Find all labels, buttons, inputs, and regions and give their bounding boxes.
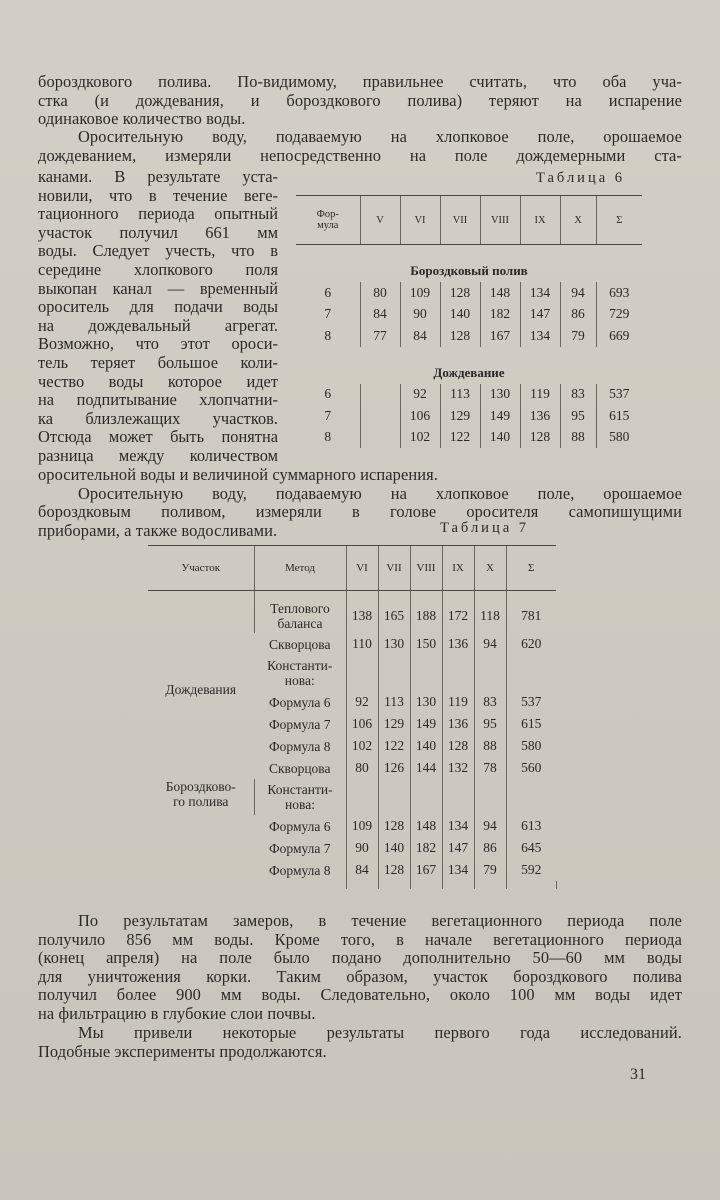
cell: 148 xyxy=(410,815,442,837)
text-line: тационного периода опытный xyxy=(38,204,278,224)
table-row xyxy=(296,325,642,347)
paragraph-5 xyxy=(38,1024,682,1061)
cell: 106 xyxy=(400,405,440,427)
cell: 132 xyxy=(442,757,474,779)
text-line: для уничтожения корки. Таким образом, участок бороздкового полива xyxy=(38,966,682,986)
text-line: оросительной воды и величиной суммарного испарения. xyxy=(38,465,438,484)
col-header: VI xyxy=(400,196,440,245)
cell: 620 xyxy=(506,633,556,655)
cell: 149 xyxy=(410,713,442,735)
text-line: новили, что в течение веге- xyxy=(38,185,278,205)
cell: 128 xyxy=(442,735,474,757)
cell: 130 xyxy=(480,384,520,406)
cell: 113 xyxy=(378,691,410,713)
method-label: Формула 8 xyxy=(268,738,331,754)
method-label: Скворцова xyxy=(268,760,331,776)
cell: 615 xyxy=(506,713,556,735)
cell: 122 xyxy=(378,735,410,757)
cell: 580 xyxy=(596,427,642,449)
paragraph-4 xyxy=(38,912,682,1024)
cell: 119 xyxy=(442,691,474,713)
text-line: приборами, а также водосливами. xyxy=(38,520,278,540)
col-header: Σ xyxy=(596,196,642,245)
cell: 94 xyxy=(474,815,506,837)
cell: 8 xyxy=(324,429,332,445)
cell: 138 xyxy=(346,599,378,633)
method-label: Константи- нова: xyxy=(254,779,346,815)
cell: 729 xyxy=(596,304,642,326)
text-line: на фильтрацию в глубокие слои почвы. xyxy=(38,1003,316,1023)
cell: 182 xyxy=(480,304,520,326)
col-header: VI xyxy=(346,546,378,591)
text-line: По результатам замеров, в течение вегетационного периода поле xyxy=(78,911,682,930)
text-line: бороздковым поливом, измеряли в голове оросителя самопишущими xyxy=(38,502,682,522)
text-line: дождеванием, измеряли непосредственно на поле дождемерными ста- xyxy=(38,145,682,165)
cell: 102 xyxy=(400,427,440,449)
cell: 94 xyxy=(560,282,596,304)
cell: 92 xyxy=(346,691,378,713)
cell: 140 xyxy=(480,427,520,449)
cell: 118 xyxy=(474,599,506,633)
cell: 128 xyxy=(440,325,480,347)
cell: 80 xyxy=(346,757,378,779)
group-label: Бороздково- го полива xyxy=(165,779,236,809)
cell: 102 xyxy=(346,735,378,757)
table-row xyxy=(296,282,642,304)
col-header: X xyxy=(560,196,596,245)
cell: 560 xyxy=(506,757,556,779)
text-line: на дождевальный агрегат. xyxy=(38,315,278,335)
method-label: Константи- нова: xyxy=(267,658,333,688)
section-label: Дождевание xyxy=(433,364,505,380)
method-label: Теплового баланса xyxy=(254,599,346,633)
text-line: ка близлежащих участков. xyxy=(38,408,278,428)
cell: 84 xyxy=(400,325,440,347)
col-header: IX xyxy=(442,546,474,591)
cell: 126 xyxy=(378,757,410,779)
col-header: VII xyxy=(378,546,410,591)
cell: 79 xyxy=(474,859,506,881)
cell: 134 xyxy=(442,815,474,837)
paragraph-2 xyxy=(38,128,682,165)
table-row xyxy=(296,405,642,427)
cell: 88 xyxy=(560,427,596,449)
cell: 592 xyxy=(506,859,556,881)
cell: 615 xyxy=(596,405,642,427)
method-label: Формула 6 xyxy=(268,818,331,834)
table-header-row xyxy=(296,196,642,245)
group-label: Дождевания xyxy=(165,681,237,697)
text-line: Возможно, что этот ороси- xyxy=(38,334,278,354)
cell: 134 xyxy=(520,282,560,304)
col-header: VIII xyxy=(410,546,442,591)
table-row xyxy=(148,779,576,815)
cell: 128 xyxy=(440,282,480,304)
text-line: Мы привели некоторые результаты первого года исследований. xyxy=(78,1023,682,1042)
cell: 144 xyxy=(410,757,442,779)
cell: 128 xyxy=(378,859,410,881)
cell: 147 xyxy=(442,837,474,859)
cell: 188 xyxy=(410,599,442,633)
cell: 130 xyxy=(410,691,442,713)
cell: 84 xyxy=(360,304,400,326)
cell: 95 xyxy=(474,713,506,735)
cell: 122 xyxy=(440,427,480,449)
text-line: (конец апреля) на поле было подано дополнительно 50—60 мм воды xyxy=(38,948,682,968)
cell: 86 xyxy=(474,837,506,859)
cell: 147 xyxy=(520,304,560,326)
cell: 6 xyxy=(324,284,332,300)
cell: 149 xyxy=(480,405,520,427)
text-line: Оросительную воду, подаваемую на хлопковое поле, орошаемое xyxy=(78,483,682,503)
cell: 167 xyxy=(410,859,442,881)
cell: 80 xyxy=(360,282,400,304)
cell: 136 xyxy=(442,633,474,655)
cell: 84 xyxy=(346,859,378,881)
table-6 xyxy=(296,195,642,448)
method-label: Формула 7 xyxy=(268,840,331,856)
cell: 88 xyxy=(474,735,506,757)
cell xyxy=(360,405,400,427)
col-header: VII xyxy=(440,196,480,245)
col-header: V xyxy=(360,196,400,245)
cell: 90 xyxy=(346,837,378,859)
cell: 128 xyxy=(378,815,410,837)
col-header: Σ xyxy=(506,546,556,591)
cell: 7 xyxy=(324,306,332,322)
cell: 90 xyxy=(400,304,440,326)
cell: 78 xyxy=(474,757,506,779)
cell: 106 xyxy=(346,713,378,735)
text-line: одинаковое количество воды. xyxy=(38,109,246,129)
cell: 140 xyxy=(378,837,410,859)
paragraph-1 xyxy=(38,73,682,129)
cell: 129 xyxy=(440,405,480,427)
paragraph-3 xyxy=(38,466,682,540)
cell: 92 xyxy=(400,384,440,406)
table-header-row xyxy=(148,546,576,591)
cell: 109 xyxy=(400,282,440,304)
cell: 148 xyxy=(480,282,520,304)
text-line: канами. В результате уста- xyxy=(38,167,278,186)
cell: 79 xyxy=(560,325,596,347)
text-line: разница между количеством xyxy=(38,445,278,465)
method-label: Скворцова xyxy=(268,636,331,652)
table-6-caption: Таблица 6 xyxy=(536,170,626,186)
cell: 134 xyxy=(520,325,560,347)
cell: 128 xyxy=(520,427,560,449)
cell: 77 xyxy=(360,325,400,347)
cell: 140 xyxy=(410,735,442,757)
cell: 172 xyxy=(442,599,474,633)
cell: 136 xyxy=(520,405,560,427)
text-line: выкопан канал — временный xyxy=(38,278,278,298)
col-header: Метод xyxy=(254,546,346,591)
col-header: IX xyxy=(520,196,560,245)
cell: 129 xyxy=(378,713,410,735)
text-line: бороздкового полива. По-видимому, правильнее считать, что оба уча- xyxy=(38,72,682,91)
cell: 94 xyxy=(474,633,506,655)
text-line: получил более 900 мм воды. Следовательно, около 100 мм воды идет xyxy=(38,985,682,1005)
col-header: Фор- мула xyxy=(296,196,360,245)
table-row xyxy=(296,384,642,406)
cell: 150 xyxy=(410,633,442,655)
cell: 130 xyxy=(378,633,410,655)
cell: 580 xyxy=(506,735,556,757)
cell: 7 xyxy=(324,407,332,423)
cell: 693 xyxy=(596,282,642,304)
text-line: участок получил 661 мм xyxy=(38,222,278,242)
text-line: получило 856 мм воды. Кроме того, в начале вегетационного периода xyxy=(38,929,682,949)
col-header: X xyxy=(474,546,506,591)
col-header: VIII xyxy=(480,196,520,245)
cell: 140 xyxy=(440,304,480,326)
cell: 165 xyxy=(378,599,410,633)
table-row xyxy=(148,599,576,633)
cell: 6 xyxy=(324,386,332,402)
text-line: на подпитывание хлопчатни- xyxy=(38,390,278,410)
method-label: Формула 7 xyxy=(268,716,331,732)
cell: 781 xyxy=(506,599,556,633)
method-label: Формула 8 xyxy=(268,862,331,878)
cell xyxy=(360,384,400,406)
cell: 669 xyxy=(596,325,642,347)
table-row xyxy=(296,304,642,326)
table-7-caption: Таблица 7 xyxy=(440,520,530,536)
text-line: середине хлопкового поля xyxy=(38,259,278,279)
cell: 167 xyxy=(480,325,520,347)
page-number: 31 xyxy=(630,1066,646,1083)
text-line: Отсюда может быть понятна xyxy=(38,427,278,447)
paragraph-2-wrapped-column xyxy=(38,168,278,466)
cell: 110 xyxy=(346,633,378,655)
cell: 109 xyxy=(346,815,378,837)
cell: 537 xyxy=(596,384,642,406)
cell: 645 xyxy=(506,837,556,859)
col-header: Участок xyxy=(148,546,254,591)
cell: 537 xyxy=(506,691,556,713)
text-line: чество воды которое идет xyxy=(38,371,278,391)
cell: 134 xyxy=(442,859,474,881)
method-label: Формула 6 xyxy=(268,694,331,710)
cell: 83 xyxy=(474,691,506,713)
cell: 613 xyxy=(506,815,556,837)
table-row xyxy=(296,427,642,449)
cell: 86 xyxy=(560,304,596,326)
cell: 119 xyxy=(520,384,560,406)
text-line: стка (и дождевания, и бороздкового полива) теряют на испарение xyxy=(38,90,682,110)
text-line: Оросительную воду, подаваемую на хлопковое поле, орошаемое xyxy=(78,127,682,146)
text-line: Подобные эксперименты продолжаются. xyxy=(38,1041,327,1061)
text-line: воды. Следует учесть, что в xyxy=(38,241,278,261)
table-7 xyxy=(148,545,576,889)
cell: 182 xyxy=(410,837,442,859)
cell: 8 xyxy=(324,327,332,343)
cell: 83 xyxy=(560,384,596,406)
text-line: тель теряет большое коли- xyxy=(38,352,278,372)
cell xyxy=(360,427,400,449)
cell: 95 xyxy=(560,405,596,427)
section-label: Бороздковый полив xyxy=(410,263,528,278)
text-line: ороситель для подачи воды xyxy=(38,297,278,317)
cell: 136 xyxy=(442,713,474,735)
cell: 113 xyxy=(440,384,480,406)
